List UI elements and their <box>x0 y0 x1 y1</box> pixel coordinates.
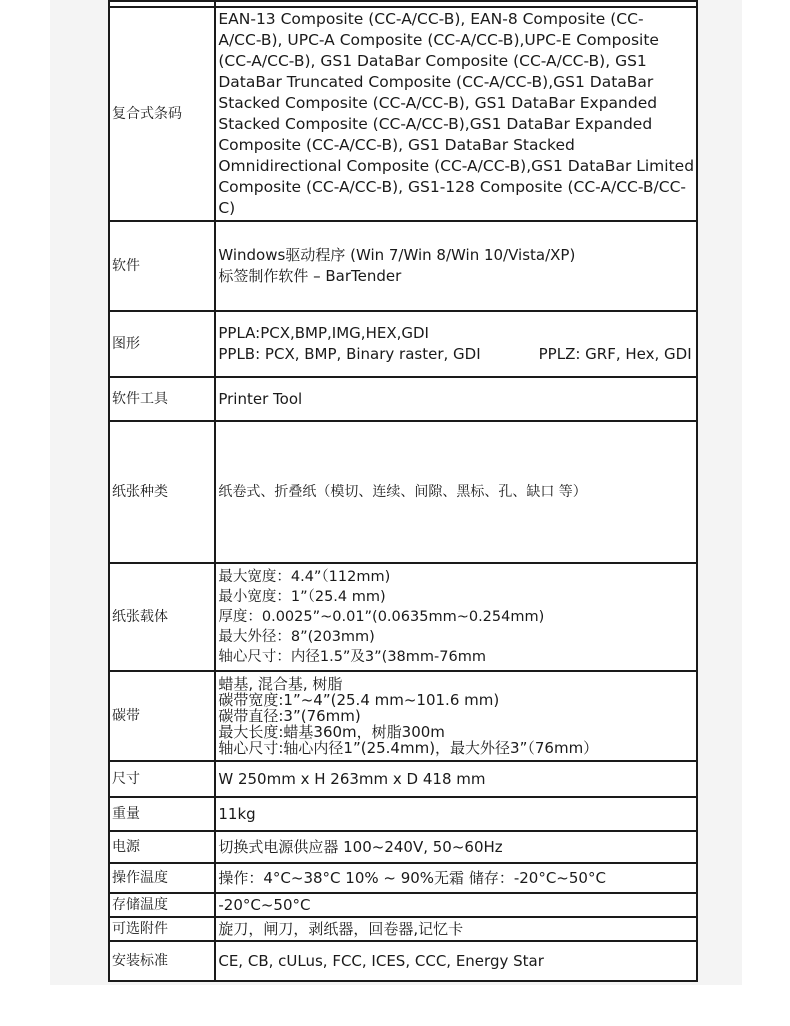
spec-value-cell <box>215 221 697 311</box>
spec-value-line: 轴心尺寸：内径1.5”及3”(38mm-76mm <box>218 649 486 665</box>
table-row <box>109 421 697 563</box>
spec-value-line: Composite (CC-A/CC-B), GS1-128 Composite (CC-A/CC-B/CC- <box>218 178 687 196</box>
spec-key-cell: 尺寸 <box>109 761 215 797</box>
spec-value-cell <box>215 311 697 377</box>
spec-value-line: Omnidirectional Composite (CC-A/CC-B),GS1 DataBar Limited <box>218 157 695 175</box>
table-row <box>109 221 697 311</box>
spec-value-line: 厚度：0.0025”~0.01”(0.0635mm~0.254mm) <box>218 609 545 625</box>
table-row <box>109 917 697 941</box>
spec-value-line: 标签制作软件 – BarTender <box>218 267 402 285</box>
spec-key-cell: 碳带 <box>109 671 215 761</box>
spec-value-line: 轴心尺寸:轴心内径1”(25.4mm)，最大外径3”（76mm） <box>218 739 599 757</box>
spec-value-cell: 11kg <box>215 797 697 831</box>
spec-key-cell: 纸张种类 <box>109 421 215 563</box>
spec-value-line: C) <box>218 199 236 217</box>
spec-value-cell <box>215 671 697 761</box>
spec-value-line: Stacked Composite (CC-A/CC-B), GS1 DataBar Expanded <box>218 94 658 112</box>
spec-value-line: 最大外径：8”(203mm) <box>218 629 375 645</box>
table-row <box>109 377 697 421</box>
table-row <box>109 941 697 981</box>
table-row <box>109 671 697 761</box>
spec-value-line: DataBar Truncated Composite (CC-A/CC-B),GS1 DataBar <box>218 73 654 91</box>
spec-value-line: 蜡基, 混合基, 树脂 <box>218 675 343 693</box>
table-row <box>109 797 697 831</box>
spec-value-cell: 旋刀，闸刀，剥纸器，回卷器,记忆卡 <box>215 917 697 941</box>
spec-value-line: 碳带直径:3”(76mm) <box>218 707 361 725</box>
spec-key-cell: 安装标准 <box>109 941 215 981</box>
table-row <box>109 311 697 377</box>
spec-key-cell: 操作温度 <box>109 863 215 893</box>
table-row <box>109 893 697 917</box>
spec-table <box>108 0 698 982</box>
spec-key-cell: 复合式条码 <box>109 7 215 221</box>
spec-key-cell: 电源 <box>109 831 215 863</box>
table-row <box>109 563 697 671</box>
spec-value-line: 最大长度:蜡基360m，树脂300m <box>218 723 445 741</box>
spec-key-cell: 软件工具 <box>109 377 215 421</box>
spec-key-cell: 可选附件 <box>109 917 215 941</box>
spec-value-cell <box>215 563 697 671</box>
spec-key-cell: 重量 <box>109 797 215 831</box>
table-row <box>109 761 697 797</box>
spec-value-cell: CE, CB, cULus, FCC, ICES, CCC, Energy Star <box>215 941 697 981</box>
spec-value-cell: 切换式电源供应器 100~240V, 50~60Hz <box>215 831 697 863</box>
spec-value-line: 碳带宽度:1”~4”(25.4 mm~101.6 mm) <box>218 691 500 709</box>
spec-value-line: PPLA:PCX,BMP,IMG,HEX,GDI <box>218 324 429 342</box>
spec-value-line: Composite (CC-A/CC-B), GS1 DataBar Stacked <box>218 136 575 154</box>
spec-key-cell: 图形 <box>109 311 215 377</box>
spec-value-cell: W 250mm x H 263mm x D 418 mm <box>215 761 697 797</box>
table-row <box>109 7 697 221</box>
spec-value-line: (CC-A/CC-B), GS1 DataBar Composite (CC-A/CC-B), GS1 <box>218 52 647 70</box>
spec-value-line <box>218 344 694 365</box>
spec-value-line: Stacked Composite (CC-A/CC-B),GS1 DataBar Expanded <box>218 115 653 133</box>
spec-value-line: A/CC-B), UPC-A Composite (CC-A/CC-B),UPC-E Composite <box>218 31 659 49</box>
spec-value-cell: Printer Tool <box>215 377 697 421</box>
spec-value-cell: 纸卷式、折叠纸（模切、连续、间隙、黑标、孔、缺口 等） <box>215 421 697 563</box>
spec-key-cell: 纸张载体 <box>109 563 215 671</box>
spec-value-cell <box>215 7 697 221</box>
table-row <box>109 831 697 863</box>
spec-value-cell: -20°C~50°C <box>215 893 697 917</box>
spec-value-line: 最小宽度：1”（25.4 mm) <box>218 589 386 605</box>
table-row <box>109 863 697 893</box>
spec-key-cell: 软件 <box>109 221 215 311</box>
spec-value-line: Windows驱动程序 (Win 7/Win 8/Win 10/Vista/XP) <box>218 246 576 264</box>
graphics-pplz: PPLZ: GRF, Hex, GDI <box>538 345 692 363</box>
spec-key-cell: 存储温度 <box>109 893 215 917</box>
spec-value-line: EAN-13 Composite (CC-A/CC-B), EAN-8 Composite (CC- <box>218 10 644 28</box>
spec-value-line: 最大宽度：4.4”（112mm) <box>218 569 391 585</box>
graphics-pplb: PPLB: PCX, BMP, Binary raster, GDI <box>218 345 481 363</box>
spec-value-cell: 操作：4°C~38°C 10% ~ 90%无霜 储存：-20°C~50°C <box>215 863 697 893</box>
